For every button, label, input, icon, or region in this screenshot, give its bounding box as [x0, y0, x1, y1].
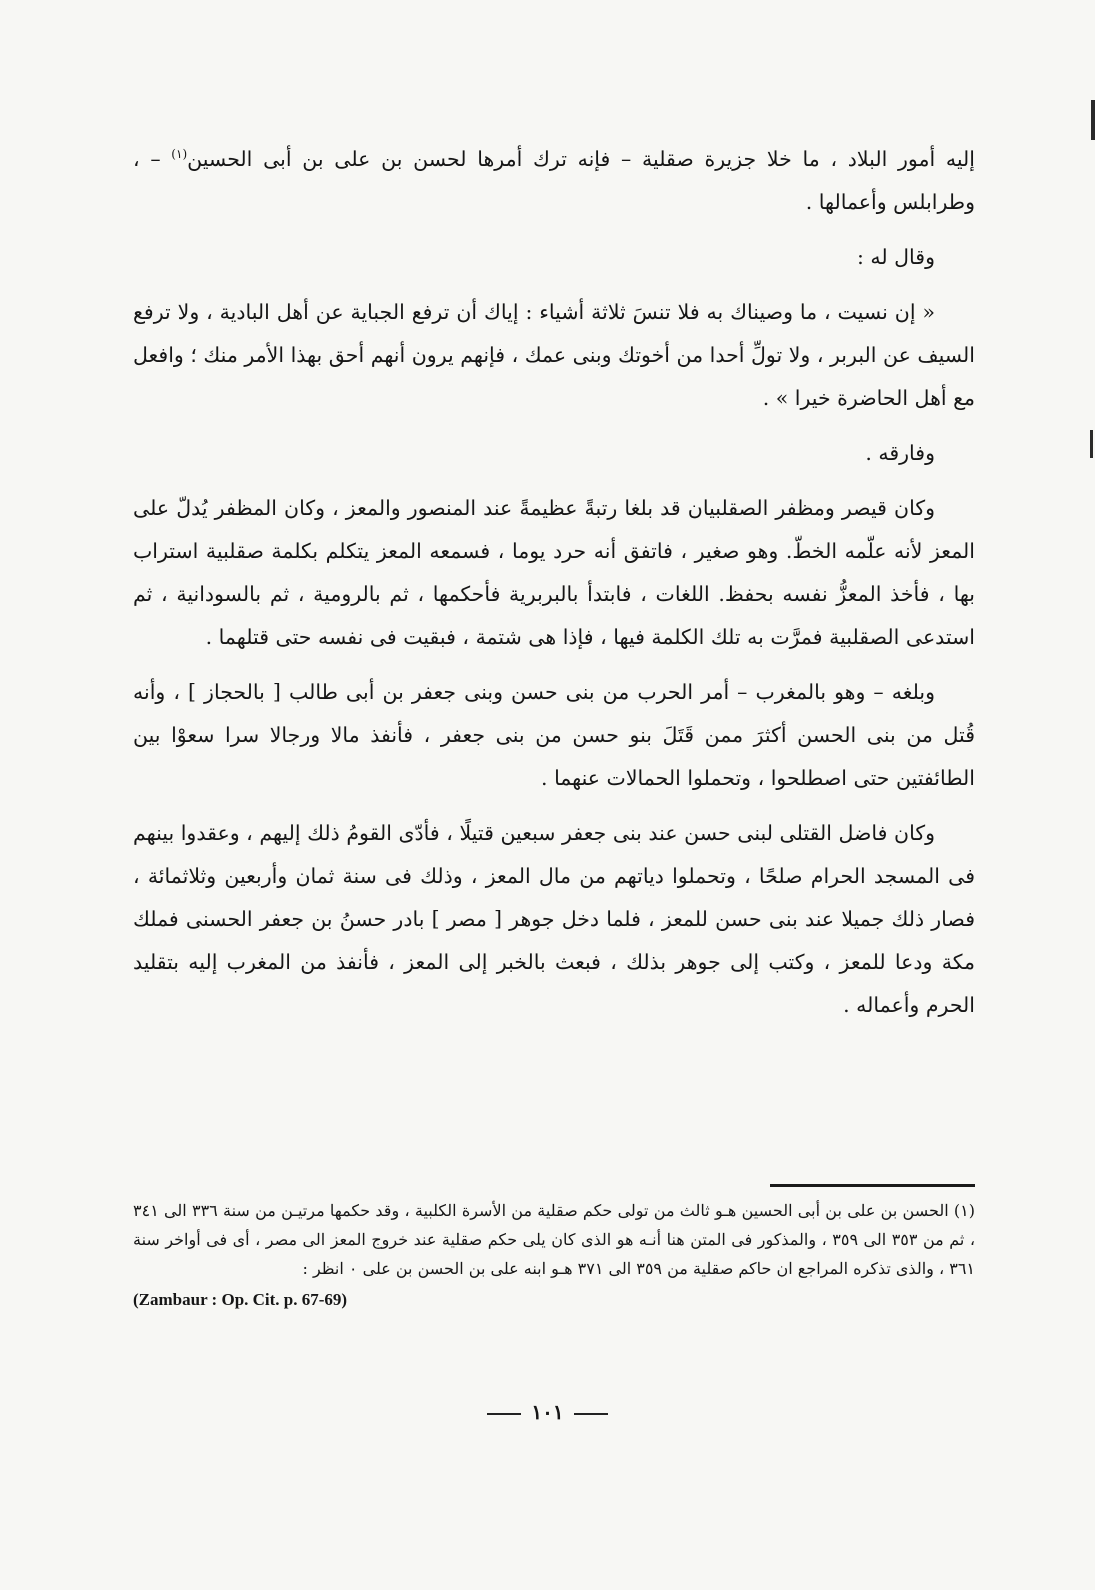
paragraph-2: وقال له :: [856, 245, 935, 269]
paragraph-7: وكان فاضل القتلى لبنى حسن عند بنى جعفر سبعين قتيلًا ، فأدّى القومُ ذلك إليهم ، وعقدوا بينهم فى المسجد الحرام صلحًا ، وتحملوا دياتهم من مال المعز ، وذلك فى سنة ثمان وأربعين وثلاثمائة ، فصار ذلك جميلا عند بنى حسن للمعز ، فلما دخل جوهر [ مصر ] بادر حسنُ بن جعفر الحسنى فملك مكة ودعا للمعز ، وكتب إلى جوهر بذلك ، فبعث بالخبر إلى المعز ، فأنفذ من المغرب إليه بتقليد الحرم وأعماله .: [133, 821, 975, 1017]
page-number: ١٠١: [0, 1400, 1095, 1424]
scan-edge-mark: [1091, 100, 1095, 140]
paragraph-6: وبلغه – وهو بالمغرب – أمر الحرب من بنى حسن وبنى جعفر بن أبى طالب [ بالحجاز ] ، وأنه قُتل من بنى الحسن أكثرَ ممن قَتَلَ بنو حسن من بنى جعفر ، فأنفذ مالا ورجالا سرا سعوْا بين الطائفتين حتى اصطلحوا ، وتحملوا الحمالات عنهما .: [133, 680, 975, 790]
footnote-separator: [770, 1184, 975, 1187]
paragraph-3: « إن نسيت ، ما وصيناك به فلا تنسَ ثلاثة أشياء : إياك أن ترفع الجباية عن أهل البادية ، ولا ترفع السيف عن البربر ، ولا تولِّ أحدا من أخوتك وبنى عمك ، فإنهم يرون أنهم أحق بهذا الأمر منك ؛ وافعل مع أهل الحاضرة خيرا » .: [133, 300, 975, 410]
page-number-dash: [487, 1413, 521, 1415]
paragraph-5: وكان قيصر ومظفر الصقلبيان قد بلغا رتبةً عظيمةً عند المنصور والمعز ، وكان المظفر يُدلّ على المعز لأنه علّمه الخطّ. وهو صغير ، فاتفق أنه حرد يوما ، فسمعه المعز يتكلم بكلمة صقلبية استراب بها ، فأخذ المعزُّ نفسه بحفظ. اللغات ، فابتدأ بالبربرية فأحكمها ، ثم بالرومية ، ثم بالسودانية ، ثم استدعى الصقلبية فمرَّت به تلك الكلمة فيها ، فإذا هى شتمة ، فبقيت فى نفسه حتى قتلهما .: [133, 496, 975, 649]
footnotes: [133, 1196, 975, 1314]
paragraph-4: وفارقه .: [865, 441, 935, 465]
footnote-text: الحسن بن على بن أبى الحسين هـو ثالث من تولى حكم صقلية من الأسرة الكلبية ، وقد حكمها مرتيـن من سنة ٣٣٦ الى ٣٤١ ، ثم من ٣٥٣ الى ٣٥٩ ، والمذكور فى المتن هنا أنـه هو الذى كان يلى حكم صقلية عند خروج المعز الى مصر ، أى فى أواخر سنة ٣٦١ ، والذى تذكره المراجع ان حاكم صقلية من ٣٥٩ الى ٣٧١ هـو ابنه على بن الحسن بن على ٠ انظر :: [133, 1201, 976, 1278]
footnote-reference[interactable]: (١): [171, 147, 188, 162]
footnote-marker: (١): [953, 1201, 975, 1220]
main-text: [133, 138, 975, 1039]
page-number-dash: [574, 1413, 608, 1415]
paragraph-1: إليه أمور البلاد ، ما خلا جزيرة صقلية – فإنه ترك أمرها لحسن بن على بن أبى الحسين$^{(١)}$ – ، وطرابلس وأعمالها .: [133, 147, 975, 214]
footnote-citation: (Zambaur : Op. Cit. p. 67-69): [133, 1290, 348, 1309]
scan-edge-mark: [1090, 430, 1093, 458]
footnote-1: [133, 1196, 975, 1283]
